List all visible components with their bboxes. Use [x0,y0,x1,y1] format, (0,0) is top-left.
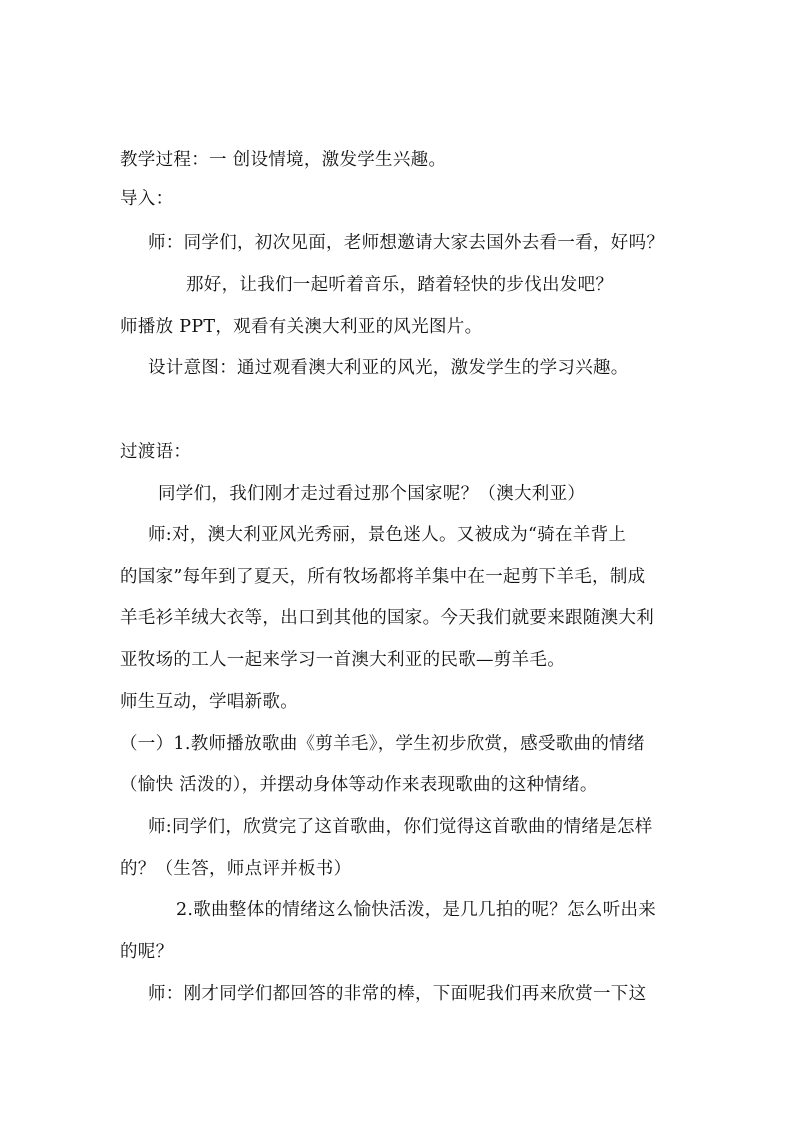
text-line-teacher-praise: 师：刚才同学们都回答的非常的棒，下面呢我们再来欣赏一下这 [148,984,647,1004]
text-line-transition-question: 同学们，我们刚才走过看过那个国家呢？（澳大利亚） [158,484,586,504]
text-line-australia-2: 的国家”每年到了夏天，所有牧场都将羊集中在一起剪下羊毛，制成 [120,567,646,587]
text-line-process-heading: 教学过程：一 创设情境，激发学生兴趣。 [120,150,447,170]
text-line-ppt: 师播放 PPT，观看有关澳大利亚的风光图片。 [120,317,483,337]
text-line-music-start: 那好，让我们一起听着音乐，踏着轻快的步伐出发吧？ [186,275,614,295]
text-line-step-2b: 的呢？ [120,942,174,962]
text-line-design-intent: 设计意图：通过观看澳大利亚的风光，激发学生的学习兴趣。 [148,358,629,378]
text-line-australia-1: 师:对，澳大利亚风光秀丽，景色迷人。又被成为“骑在羊背上 [148,525,627,545]
text-line-emotion-question-1: 师:同学们，欣赏完了这首歌曲，你们觉得这首歌曲的情绪是怎样 [148,817,653,837]
text-line-step-1a: （一）1.教师播放歌曲《剪羊毛》，学生初步欣赏，感受歌曲的情绪 [120,734,645,754]
text-line-intro-label: 导入： [120,189,174,209]
text-line-step-2a: 2.歌曲整体的情绪这么愉快活泼，是几几拍的呢？怎么听出来 [176,900,657,920]
text-line-interaction-heading: 师生互动，学唱新歌。 [120,692,298,712]
text-line-step-1b: （愉快 活泼的），并摆动身体等动作来表现歌曲的这种情绪。 [120,775,598,795]
text-line-transition-label: 过渡语： [120,442,192,462]
text-line-australia-4: 亚牧场的工人一起来学习一首澳大利亚的民歌—剪羊毛。 [120,650,565,670]
text-line-teacher-greeting: 师：同学们，初次见面，老师想邀请大家去国外去看一看，好吗？ [148,233,665,253]
text-line-australia-3: 羊毛衫羊绒大衣等，出口到其他的国家。今天我们就要来跟随澳大利 [120,608,654,628]
text-line-emotion-question-2: 的？（生答，师点评并板书） [120,859,352,879]
